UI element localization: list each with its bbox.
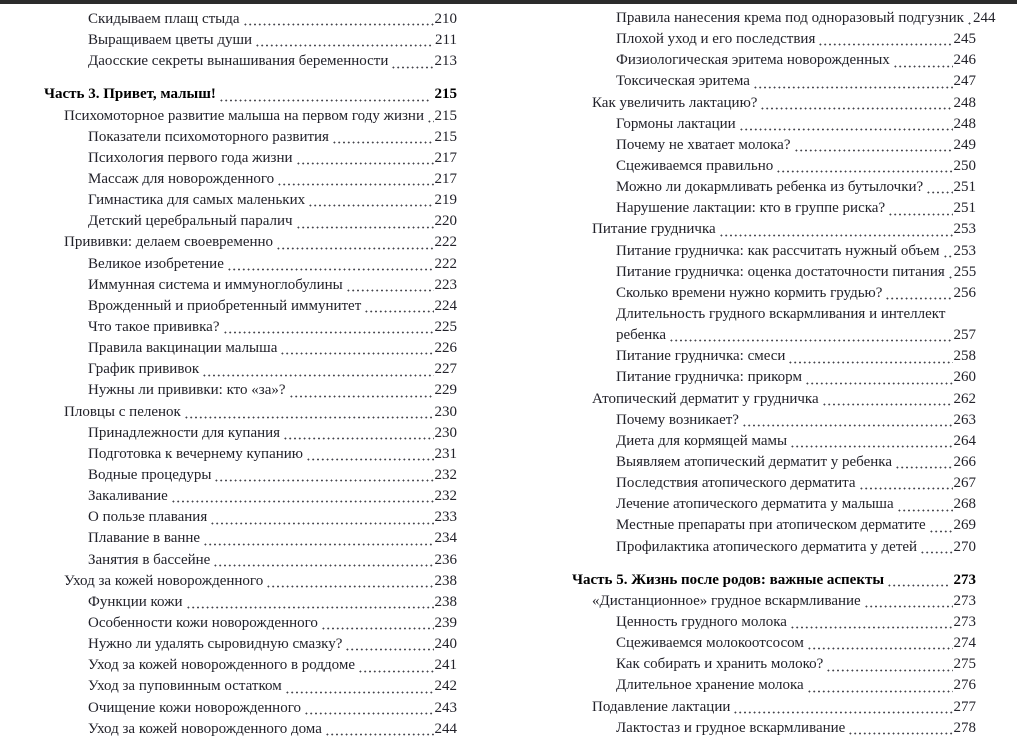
toc-entry-page: 224 — [434, 297, 457, 314]
toc-entry-label: Часть 3. Привет, малыш! — [44, 86, 216, 103]
toc-entry-page: 243 — [434, 699, 457, 716]
dot-leader — [822, 389, 953, 410]
dot-leader — [859, 473, 953, 494]
dot-leader — [296, 148, 434, 169]
toc-entry-page: 244 — [972, 10, 996, 26]
toc-entry-label: Плохой уход и его последствия — [616, 31, 816, 48]
dot-leader — [214, 465, 433, 486]
dot-leader — [285, 676, 434, 697]
dot-leader — [848, 718, 952, 739]
toc-entry-label: Можно ли докармливать ребенка из бутылочки? — [616, 179, 924, 196]
toc-entry[interactable] — [44, 359, 457, 380]
toc-entry-label: Почему не хватает молока? — [616, 136, 791, 153]
toc-entry-label: Скидываем плащ стыда — [88, 11, 240, 27]
toc-entry[interactable] — [572, 431, 976, 452]
toc-entry[interactable] — [44, 148, 457, 169]
toc-entry[interactable] — [572, 114, 976, 135]
toc-entry[interactable] — [44, 719, 457, 740]
toc-entry[interactable] — [572, 410, 976, 431]
toc-entry-label: Великое изобретение — [88, 255, 224, 272]
toc-entry-page: 215 — [434, 107, 457, 124]
toc-entry[interactable] — [572, 452, 976, 473]
toc-entry-label: Сцеживаемся правильно — [616, 157, 774, 174]
toc-entry-label: Прививки: делаем своевременно — [64, 234, 274, 251]
toc-entry-page: 213 — [434, 53, 457, 70]
dot-leader — [296, 211, 434, 232]
toc-entry-label: Врожденный и приобретенный иммунитет — [88, 297, 362, 314]
dot-leader — [332, 127, 434, 148]
dot-leader — [308, 190, 433, 211]
dot-leader — [788, 346, 952, 367]
toc-entry-page: 215 — [434, 128, 457, 145]
toc-entry-label: Иммунная система и иммуноглобулины — [88, 276, 343, 293]
dot-leader — [760, 93, 952, 114]
toc-entry[interactable] — [44, 592, 457, 613]
toc-entry[interactable] — [572, 718, 976, 739]
toc-column-left — [44, 0, 457, 740]
toc-entry-page: 263 — [953, 411, 976, 428]
toc-entry[interactable] — [44, 51, 457, 72]
toc-entry-label: Подавление лактации — [592, 698, 731, 715]
toc-entry-page: 249 — [953, 136, 976, 153]
dot-leader — [967, 8, 972, 29]
dot-leader — [742, 410, 953, 431]
toc-entry-label: ребенка — [616, 327, 666, 344]
toc-entry-page: 215 — [434, 86, 457, 103]
dot-leader — [895, 452, 952, 473]
toc-entry-label: Психология первого года жизни — [88, 149, 293, 166]
dot-leader — [739, 114, 953, 135]
dot-leader — [807, 675, 953, 696]
toc-entry[interactable] — [572, 654, 976, 675]
toc-entry-label: Нужны ли прививки: кто «за»? — [88, 382, 286, 399]
toc-entry[interactable] — [44, 190, 457, 211]
toc-entry[interactable] — [572, 156, 976, 177]
toc-entry[interactable] — [44, 486, 457, 507]
toc-entry-page: 227 — [434, 361, 457, 378]
dot-leader — [283, 423, 433, 444]
toc-entry-label: Принадлежности для купания — [88, 424, 281, 441]
toc-entry-page: 234 — [434, 530, 457, 547]
toc-entry-page: 239 — [434, 614, 457, 631]
toc-entry-page: 238 — [434, 572, 457, 589]
toc-entry[interactable] — [572, 591, 976, 612]
dot-leader — [794, 135, 953, 156]
dot-leader — [885, 283, 952, 304]
toc-entry-page: 266 — [953, 453, 976, 470]
toc-entry[interactable] — [44, 507, 457, 528]
toc-entry-label: Уход за кожей новорожденного дома — [88, 720, 322, 737]
dot-leader — [887, 570, 949, 591]
toc-entry[interactable] — [44, 634, 457, 655]
dot-leader — [669, 325, 953, 346]
toc-entry[interactable] — [44, 106, 457, 127]
toc-entry[interactable] — [44, 380, 457, 401]
dot-leader — [943, 241, 953, 262]
dot-leader — [223, 317, 434, 338]
dot-leader — [266, 571, 433, 592]
toc-entry-label: Как собирать и хранить молоко? — [616, 656, 824, 673]
toc-entry-page: 253 — [953, 221, 976, 238]
toc-entry-label: Выращиваем цветы души — [88, 32, 253, 49]
toc-entry[interactable] — [572, 135, 976, 156]
toc-entry-label: Плавание в ванне — [88, 530, 201, 547]
toc-entry-label: Водные процедуры — [88, 466, 212, 483]
toc-entry-page: 233 — [434, 509, 457, 526]
toc-entry[interactable] — [44, 275, 457, 296]
toc-entry-page: 245 — [953, 31, 976, 48]
toc-entry-page: 229 — [434, 382, 457, 399]
toc-entry-label: «Дистанционное» грудное вскармливание — [592, 592, 861, 609]
toc-entry[interactable] — [572, 219, 976, 240]
dot-leader — [325, 719, 434, 740]
toc-entry[interactable] — [572, 473, 976, 494]
toc-entry-label: Пловцы с пеленок — [64, 403, 181, 420]
toc-entry-label: График прививок — [88, 361, 200, 378]
toc-entry-page: 219 — [434, 192, 457, 209]
toc-entry-label: Питание грудничка: смеси — [616, 348, 786, 365]
toc-entry-label: Закаливание — [88, 488, 168, 505]
toc-entry[interactable] — [44, 402, 457, 423]
toc-entry-label: Занятия в бассейне — [88, 551, 211, 568]
dot-leader — [888, 198, 952, 219]
toc-entry-label: Гормоны лактации — [616, 115, 736, 132]
toc-entry[interactable] — [572, 537, 976, 558]
dot-leader — [203, 528, 433, 549]
toc-entry-label: Лечение атопического дерматита у малыша — [616, 496, 894, 513]
toc-entry-page: 251 — [953, 179, 976, 196]
toc-entry-label: Показатели психомоторного развития — [88, 128, 329, 145]
dot-leader — [321, 613, 434, 634]
toc-entry-label: Функции кожи — [88, 593, 183, 610]
toc-entry[interactable] — [44, 317, 457, 338]
dot-leader — [289, 380, 434, 401]
toc-entry-label: Часть 5. Жизнь после родов: важные аспекты — [572, 571, 885, 588]
toc-entry-label: Последствия атопического дерматита — [616, 475, 856, 492]
dot-leader — [227, 254, 434, 275]
toc-entry-page: 217 — [434, 170, 457, 187]
dot-leader — [364, 296, 433, 317]
toc-entry-page: 276 — [953, 677, 976, 694]
toc-entry[interactable] — [44, 550, 457, 571]
dot-leader — [346, 275, 434, 296]
toc-entry-page: 274 — [953, 635, 976, 652]
toc-entry[interactable] — [44, 444, 457, 465]
toc-entry[interactable] — [44, 30, 457, 51]
toc-entry[interactable] — [44, 232, 457, 253]
toc-entry-label: Выявляем атопический дерматит у ребенка — [616, 453, 893, 470]
toc-entry-label: Сколько времени нужно кормить грудью? — [616, 284, 883, 301]
toc-entry[interactable] — [44, 676, 457, 697]
toc-entry-label: Физиологическая эритема новорожденных — [616, 52, 890, 69]
toc-entry-page: 223 — [434, 276, 457, 293]
toc-entry-page: 244 — [434, 720, 457, 737]
toc-entry-page: 269 — [953, 517, 976, 534]
toc-entry-label: Уход за пуповинным остатком — [88, 678, 282, 695]
toc-entry[interactable] — [44, 338, 457, 359]
toc-entry-label: Особенности кожи новорожденного — [88, 614, 318, 631]
toc-entry-label: Длительность грудного вскармливания и интеллект — [616, 305, 946, 322]
toc-entry-page: 260 — [953, 369, 976, 386]
toc-entry-page: 238 — [434, 593, 457, 610]
toc-entry-page: 275 — [953, 656, 976, 673]
toc-entry-page: 225 — [434, 318, 457, 335]
toc-entry-page: 248 — [953, 94, 976, 111]
toc-entry-page: 262 — [953, 390, 976, 407]
toc-entry-label: Диета для кормящей мамы — [616, 432, 788, 449]
toc-entry[interactable] — [572, 389, 976, 410]
toc-entry[interactable] — [572, 612, 976, 633]
dot-leader — [733, 697, 952, 718]
toc-entry-page: 230 — [434, 424, 457, 441]
toc-entry-label: Правила нанесения крема под одноразовый подгузник — [616, 10, 964, 26]
dot-leader — [719, 219, 953, 240]
dot-leader — [306, 444, 434, 465]
toc-entry-label: Питание грудничка: оценка достаточности питания — [616, 263, 945, 280]
toc-entry-label: Уход за кожей новорожденного в роддоме — [88, 657, 355, 674]
toc-entry-label: Ценность грудного молока — [616, 613, 787, 630]
dot-leader — [818, 29, 952, 50]
toc-entry-label: Правила вакцинации малыша — [88, 340, 278, 357]
toc-entry-label: Питание грудничка — [592, 221, 716, 238]
toc-entry[interactable] — [572, 50, 976, 71]
toc-entry[interactable] — [572, 515, 976, 536]
toc-entry[interactable] — [572, 494, 976, 515]
dot-leader — [790, 431, 952, 452]
toc-entry[interactable] — [44, 254, 457, 275]
dot-leader — [280, 338, 433, 359]
toc-entry-page: 222 — [434, 234, 457, 251]
toc-entry-page: 253 — [953, 242, 976, 259]
toc-entry[interactable] — [44, 613, 457, 634]
toc-entry-label: Почему возникает? — [616, 411, 739, 428]
toc-entry[interactable] — [44, 9, 457, 30]
toc-entry[interactable] — [44, 296, 457, 317]
dot-leader — [864, 591, 953, 612]
toc-entry[interactable] — [572, 367, 976, 388]
toc-entry-page: 226 — [434, 340, 457, 357]
toc-entry[interactable] — [572, 29, 976, 50]
toc-entry[interactable] — [572, 241, 976, 262]
dot-leader — [897, 494, 953, 515]
toc-entry-label: Длительное хранение молока — [616, 677, 804, 694]
dot-leader — [186, 592, 434, 613]
dot-leader — [920, 537, 952, 558]
toc-entry[interactable] — [572, 633, 976, 654]
dot-leader — [427, 106, 434, 127]
toc-entry[interactable] — [44, 127, 457, 148]
toc-entry-label: Профилактика атопического дерматита у детей — [616, 538, 918, 555]
toc-entry-label: Гимнастика для самых маленьких — [88, 192, 306, 209]
toc-entry[interactable] — [572, 8, 996, 29]
dot-leader — [243, 9, 434, 30]
toc-entry-page: 220 — [434, 213, 457, 230]
toc-entry-page: 230 — [434, 403, 457, 420]
toc-entry-page: 217 — [434, 149, 457, 166]
toc-entry-label: О пользе плавания — [88, 509, 208, 526]
toc-entry-label: Питание грудничка: прикорм — [616, 369, 802, 386]
dot-leader — [926, 177, 952, 198]
dot-leader — [893, 50, 953, 71]
toc-entry-page: 211 — [435, 32, 457, 49]
toc-entry-label: Атопический дерматит у грудничка — [592, 390, 819, 407]
toc-entry-page: 242 — [434, 678, 457, 695]
toc-entry-page: 232 — [434, 488, 457, 505]
toc-entry-page: 241 — [434, 657, 457, 674]
toc-entry-page: 248 — [953, 115, 976, 132]
dot-leader — [304, 698, 434, 719]
toc-entry-label: Нарушение лактации: кто в группе риска? — [616, 200, 886, 217]
toc-entry[interactable] — [44, 169, 457, 190]
toc-entry[interactable] — [44, 655, 457, 676]
dot-leader — [948, 262, 953, 283]
dot-leader — [202, 359, 433, 380]
toc-entry-page: 264 — [953, 432, 976, 449]
dot-leader — [929, 515, 953, 536]
toc-entry-label: Уход за кожей новорожденного — [64, 572, 264, 589]
toc-entry-page: 222 — [434, 255, 457, 272]
dot-leader — [358, 655, 434, 676]
toc-entry[interactable] — [572, 93, 976, 114]
toc-entry-page: 273 — [953, 592, 976, 609]
toc-entry-page: 255 — [953, 263, 977, 280]
dot-leader — [826, 654, 952, 675]
toc-entry-page: 273 — [953, 613, 976, 630]
dot-leader — [213, 550, 433, 571]
toc-entry[interactable] — [572, 177, 976, 198]
toc-entry-label: Питание грудничка: как рассчитать нужный объем — [616, 242, 940, 259]
dot-leader — [255, 30, 434, 51]
toc-entry-page: 267 — [953, 475, 976, 492]
dot-leader — [776, 156, 952, 177]
toc-column-right — [572, 0, 996, 739]
toc-entry-page: 256 — [953, 284, 976, 301]
dot-leader — [805, 367, 953, 388]
toc-entry[interactable] — [572, 346, 976, 367]
dot-leader — [345, 634, 433, 655]
toc-entry[interactable] — [572, 325, 976, 346]
toc-entry-page: 258 — [953, 348, 976, 365]
toc-entry-page: 247 — [953, 73, 976, 90]
toc-entry-label: Местные препараты при атопическом дерматите — [616, 517, 926, 534]
toc-entry-page: 240 — [434, 636, 457, 653]
dot-leader — [807, 633, 953, 654]
toc-part-heading[interactable] — [572, 570, 976, 591]
dot-leader — [391, 51, 433, 72]
toc-entry-page: 251 — [953, 200, 976, 217]
toc-entry-label: Подготовка к вечернему купанию — [88, 445, 303, 462]
toc-entry-label: Лактостаз и грудное вскармливание — [616, 719, 846, 736]
toc-entry-page: 257 — [953, 327, 976, 344]
toc-entry-page: 210 — [434, 11, 457, 27]
dot-leader — [790, 612, 953, 633]
toc-entry[interactable] — [44, 571, 457, 592]
dot-leader — [210, 507, 433, 528]
toc-entry-page: 277 — [953, 698, 976, 715]
toc-entry-label: Массаж для новорожденного — [88, 170, 275, 187]
toc-entry-label: Нужно ли удалять сыровидную смазку? — [88, 636, 343, 653]
dot-leader — [277, 169, 433, 190]
dot-leader — [276, 232, 433, 253]
toc-entry[interactable] — [572, 283, 976, 304]
toc-part-heading[interactable] — [44, 84, 457, 105]
toc-entry-page: 250 — [953, 157, 976, 174]
toc-entry-page: 278 — [953, 719, 976, 736]
toc-entry[interactable] — [44, 211, 457, 232]
toc-entry-page: 268 — [953, 496, 976, 513]
toc-entry-page: 232 — [434, 466, 457, 483]
dot-leader — [753, 71, 953, 92]
toc-entry[interactable] — [572, 71, 976, 92]
toc-entry-label: Что такое прививка? — [88, 318, 220, 335]
toc-entry-page: 246 — [953, 52, 976, 69]
toc-entry[interactable] — [572, 697, 976, 718]
toc-entry[interactable] — [44, 698, 457, 719]
toc-entry-page: 273 — [953, 571, 976, 588]
dot-leader — [184, 402, 434, 423]
dot-leader — [171, 486, 434, 507]
toc-entry-page: 270 — [953, 538, 976, 555]
toc-entry-label: Детский церебральный паралич — [88, 213, 293, 230]
toc-entry[interactable] — [572, 262, 976, 283]
toc-entry[interactable] — [44, 465, 457, 486]
toc-entry-label: Даосские секреты вынашивания беременности — [88, 53, 389, 70]
toc-entry-label: Психомоторное развитие малыша на первом году жизни — [64, 107, 424, 124]
toc-entry-label: Как увеличить лактацию? — [592, 94, 758, 111]
toc-entry-label: Сцеживаемся молокоотсосом — [616, 635, 804, 652]
toc-entry[interactable] — [572, 675, 976, 696]
toc-entry-label: Очищение кожи новорожденного — [88, 699, 301, 716]
toc-entry[interactable] — [572, 198, 976, 219]
toc-entry-page: 236 — [434, 551, 457, 568]
dot-leader — [219, 84, 431, 105]
toc-entry[interactable] — [44, 528, 457, 549]
toc-entry[interactable] — [44, 423, 457, 444]
toc-entry-page: 231 — [434, 445, 457, 462]
toc-entry-label: Токсическая эритема — [616, 73, 750, 90]
toc-entry[interactable] — [572, 304, 976, 325]
